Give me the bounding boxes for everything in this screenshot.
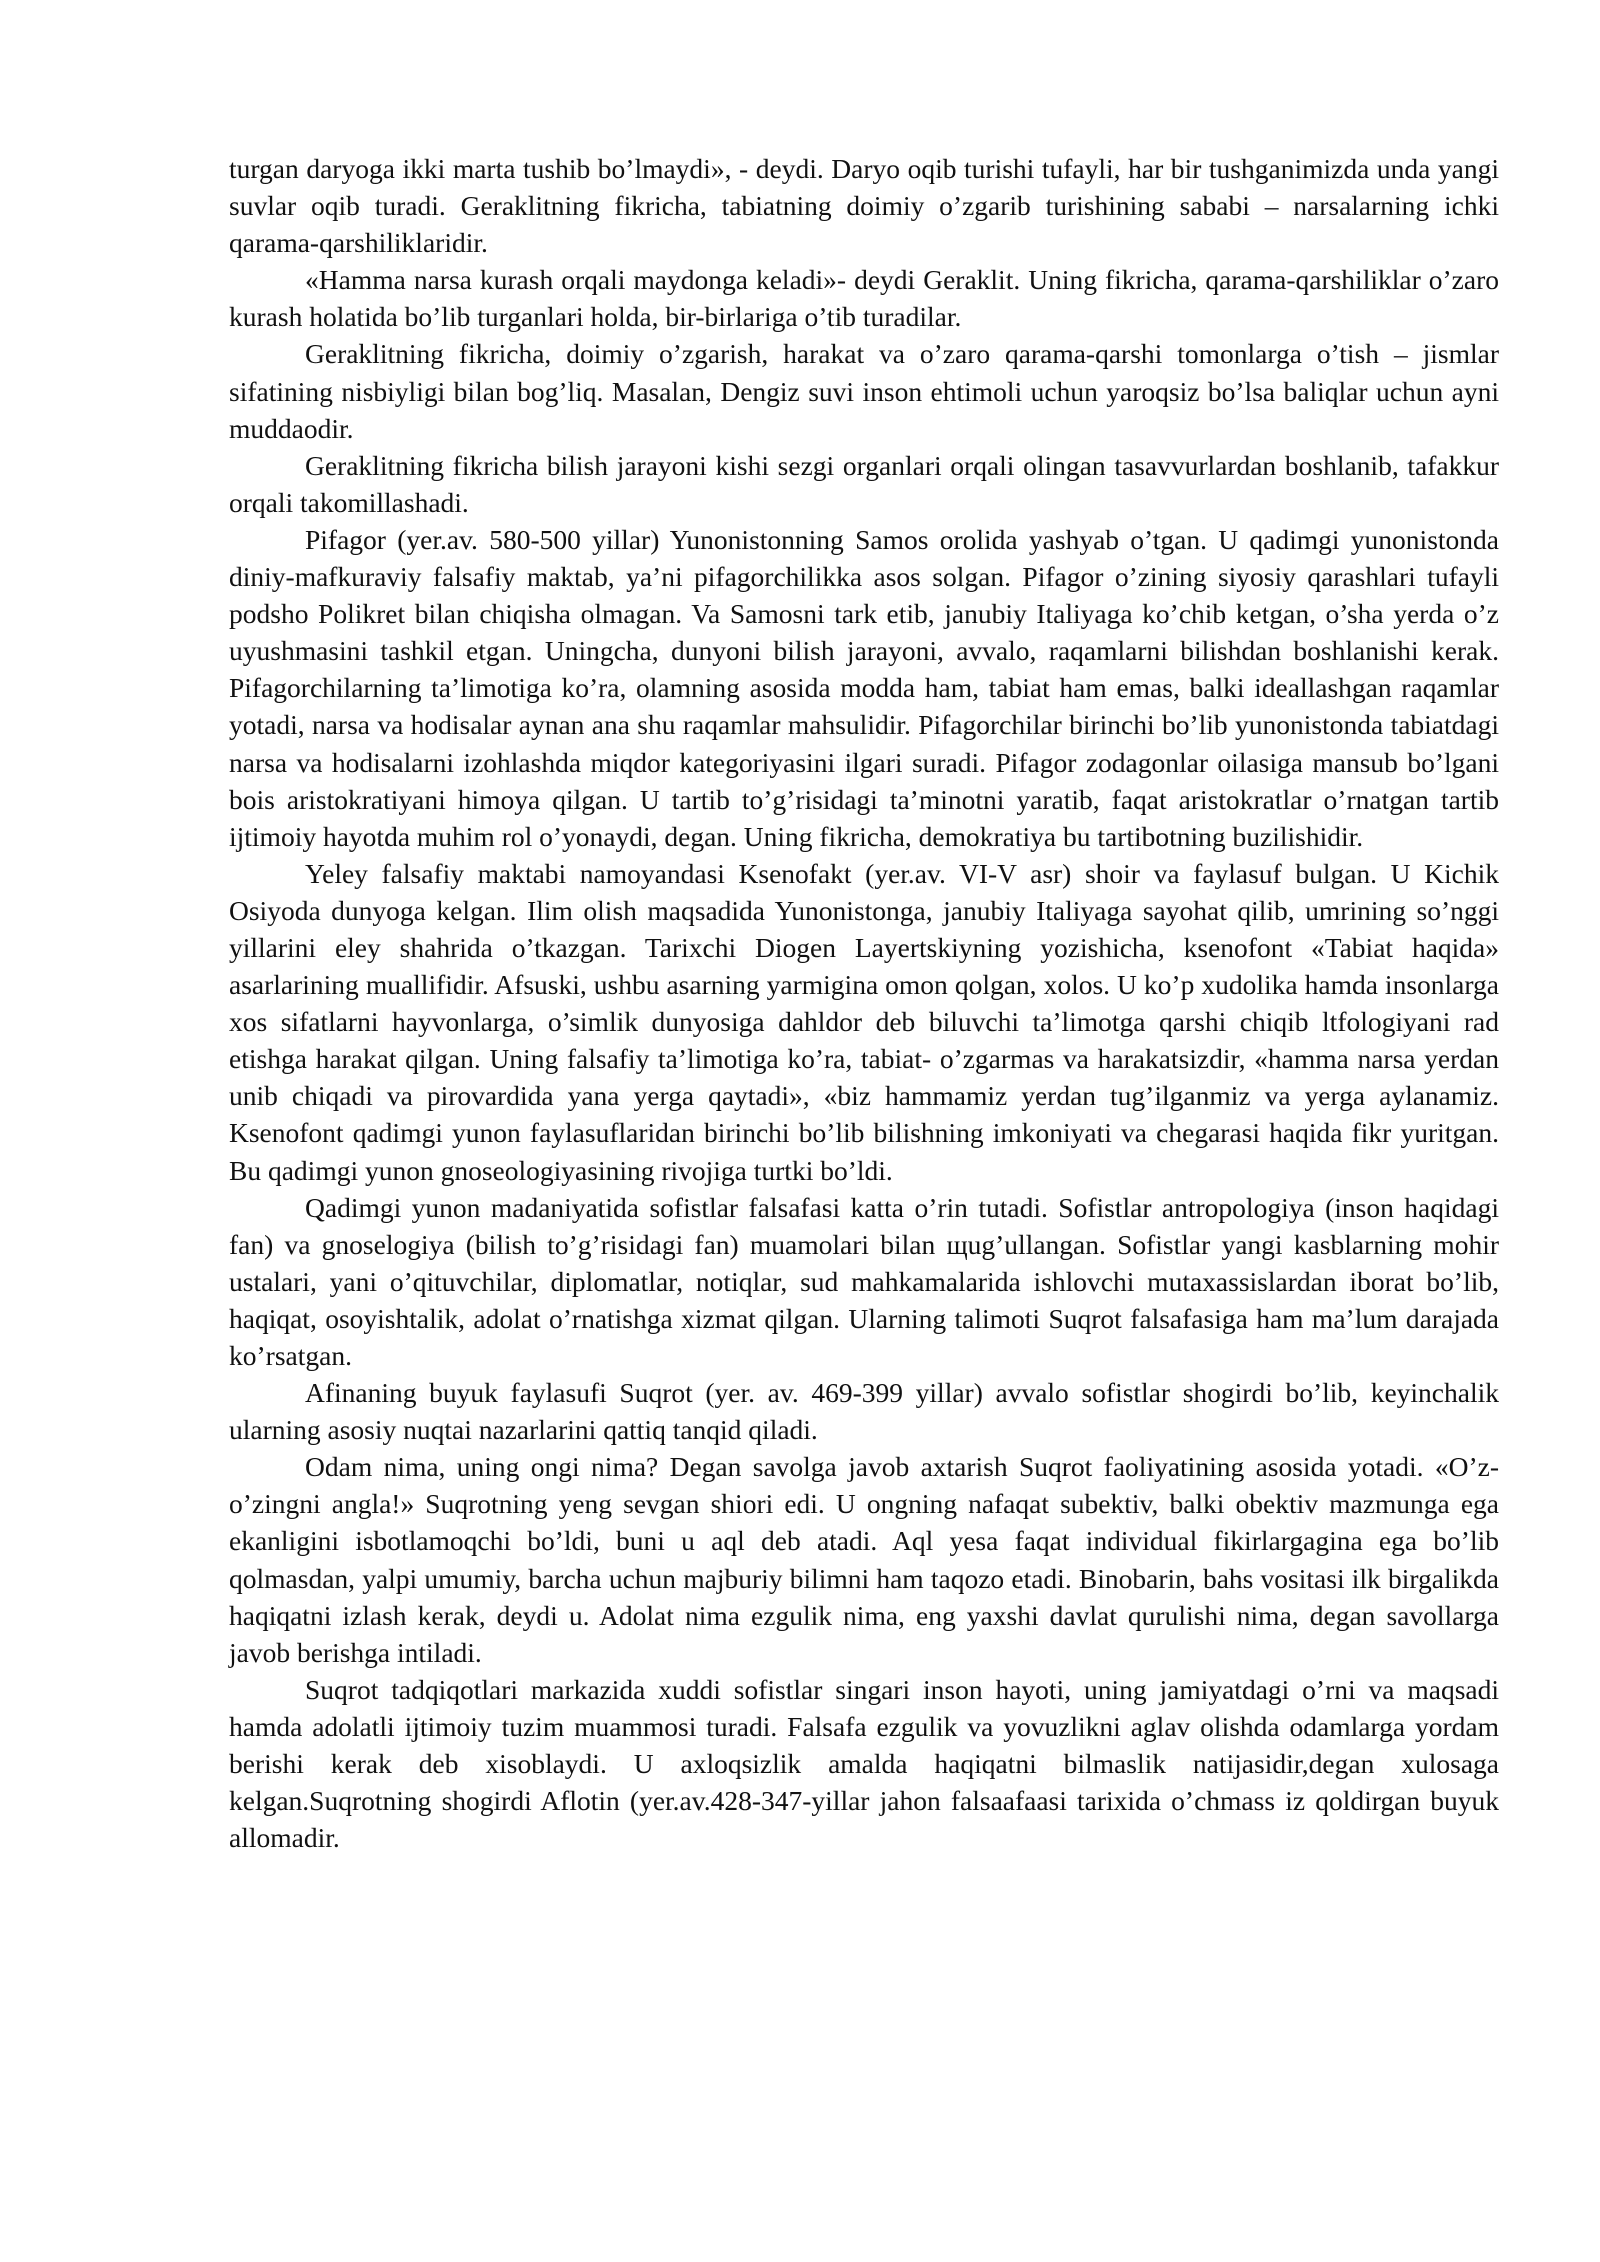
paragraph: Geraklitning fikricha bilish jarayoni kishi sezgi organlari orqali olingan tasavvurlardan boshlanib, tafakkur orqali takomillashadi. — [229, 449, 1499, 518]
document-page — [229, 150, 1499, 1856]
paragraph: Geraklitning fikricha, doimiy o’zgarish, harakat va o’zaro qarama-qarshi tomonlarga o’tish – jismlar sifatining nisbiyligi bilan bog’liq. Masalan, Dengiz suvi inson ehtimoli uchun yaroqsiz bo’lsa baliqlar uchun ayni muddaodir. — [229, 338, 1499, 444]
paragraph: Pifagor (yer.av. 580-500 yillar) Yunonistonning Samos orolida yashyab o’tgan. U qadimgi yunonistonda diniy-mafkuraviy falsafiy maktab, ya’ni pifagorchilikka asos solgan. Pifagor o’zining siyosiy qarashlari tufayli podsho Polikret bilan chiqisha olmagan. Va Samosni tark etib, janubiy Italiyaga ko’chib ketgan, o’sha yerda o’z uyushmasini tashkil etgan. Uningcha, dunyoni bilish jarayoni, avvalo, raqamlarni bilishdan boshlanishi kerak. Pifagorchilarning ta’limotiga ko’ra, olamning asosida modda ham, tabiat ham emas, balki ideallashgan raqamlar yotadi, narsa va hodisalar aynan ana shu raqamlar mahsulidir. Pifagorchilar birinchi bo’lib yunonistonda tabiatdagi narsa va hodisalarni izohlashda miqdor kategoriyasini ilgari suradi. Pifagor zodagonlar oilasiga mansub bo’lgani bois aristokratiyani himoya qilgan. U tartib to’g’risidagi ta’minotni yaratib, faqat aristokratlar o’rnatgan tartib ijtimoiy hayotda muhim rol o’yonaydi, degan. Uning fikricha, demokratiya bu tartibotning buzilishidir. — [229, 523, 1499, 852]
paragraph: Afinaning buyuk faylasufi Suqrot (yer. av. 469-399 yillar) avvalo sofistlar shogirdi bo’lib, keyinchalik ularning asosiy nuqtai nazarlarini qattiq tanqid qiladi. — [229, 1377, 1499, 1446]
paragraph: Qadimgi yunon madaniyatida sofistlar falsafasi katta o’rin tutadi. Sofistlar antropologiya (inson haqidagi fan) va gnoselogiya (bilish to’g’risidagi fan) muamolari bilan щug’ullangan. Sofistlar yangi kasblarning mohir ustalari, yani o’qituvchilar, diplomatlar, notiqlar, sud mahkamalarida ishlovchi mutaxassislardan iborat bo’lib, haqiqat, osoyishtalik, adolat o’rnatishga xizmat qilgan. Ularning talimoti Suqrot falsafasiga ham ma’lum darajada ko’rsatgan. — [229, 1191, 1499, 1371]
paragraph: Yeley falsafiy maktabi namoyandasi Ksenofakt (yer.av. VI-V asr) shoir va faylasuf bulgan. U Kichik Osiyoda dunyoga kelgan. Ilim olish maqsadida Yunonistonga, janubiy Italiyaga sayohat qilib, umrining so’nggi yillarini eley shahrida o’tkazgan. Tarixchi Diogen Layertskiyning yozishicha, ksenofont «Tabiat haqida» asarlarining muallifidir. Afsuski, ushbu asarning yarmigina omon qolgan, xolos. U ko’p xudolika hamda insonlarga xos sifatlarni hayvonlarga, o’simlik dunyosiga dahldor deb biluvchi ta’limotga qarshi chiqib ltfologiyani rad etishga harakat qilgan. Uning falsafiy ta’limotiga ko’ra, tabiat- o’zgarmas va harakatsizdir, «hamma narsa yerdan unib chiqadi va pirovardida yana yerga qaytadi», «biz hammamiz yerdan tug’ilganmiz va yerga aylanamiz. Ksenofont qadimgi yunon faylasuflaridan birinchi bo’lib bilishning imkoniyati va chegarasi haqida fikr yuritgan. Bu qadimgi yunon gnoseologiyasining rivojiga turtki bo’ldi. — [229, 857, 1499, 1186]
paragraph: «Hamma narsa kurash orqali maydonga keladi»- deydi Geraklit. Uning fikricha, qarama-qarshiliklar o’zaro kurash holatida bo’lib turganlari holda, bir-birlariga o’tib turadilar. — [229, 264, 1499, 333]
paragraph: turgan daryoga ikki marta tushib bo’lmaydi», - deydi. Daryo oqib turishi tufayli, har bir tushganimizda unda yangi suvlar oqib turadi. Geraklitning fikricha, tabiatning doimiy o’zgarib turishining sababi – narsalarning ichki qarama-qarshiliklaridir. — [229, 153, 1499, 259]
paragraph: Odam nima, uning ongi nima? Degan savolga javob axtarish Suqrot faoliyatining asosida yotadi. «O’z-o’zingni angla!» Suqrotning yeng sevgan shiori edi. U ongning nafaqat subektiv, balki obektiv mazmunga ega ekanligini isbotlamoqchi bo’ldi, buni u aql deb atadi. Aql yesa faqat individual fikirlargagina ega bo’lib qolmasdan, yalpi umumiy, barcha uchun majburiy bilimni ham taqozo etadi. Binobarin, bahs vositasi ilk birgalikda haqiqatni izlash kerak, deydi u. Adolat nima ezgulik nima, eng yaxshi davlat qurulishi nima, degan savollarga javob berishga intiladi. — [229, 1451, 1499, 1668]
paragraph: Suqrot tadqiqotlari markazida xuddi sofistlar singari inson hayoti, uning jamiyatdagi o’rni va maqsadi hamda adolatli ijtimoiy tuzim muammosi turadi. Falsafa ezgulik va yovuzlikni aglav olishda odamlarga yordam berishi kerak deb xisoblaydi. U axloqsizlik amalda haqiqatni bilmaslik natijasidir,degan xulosaga kelgan.Suqrotning shogirdi Aflotin (yer.av.428-347-yillar jahon falsaafaasi tarixida o’chmass iz qoldirgan buyuk allomadir. — [229, 1673, 1499, 1854]
